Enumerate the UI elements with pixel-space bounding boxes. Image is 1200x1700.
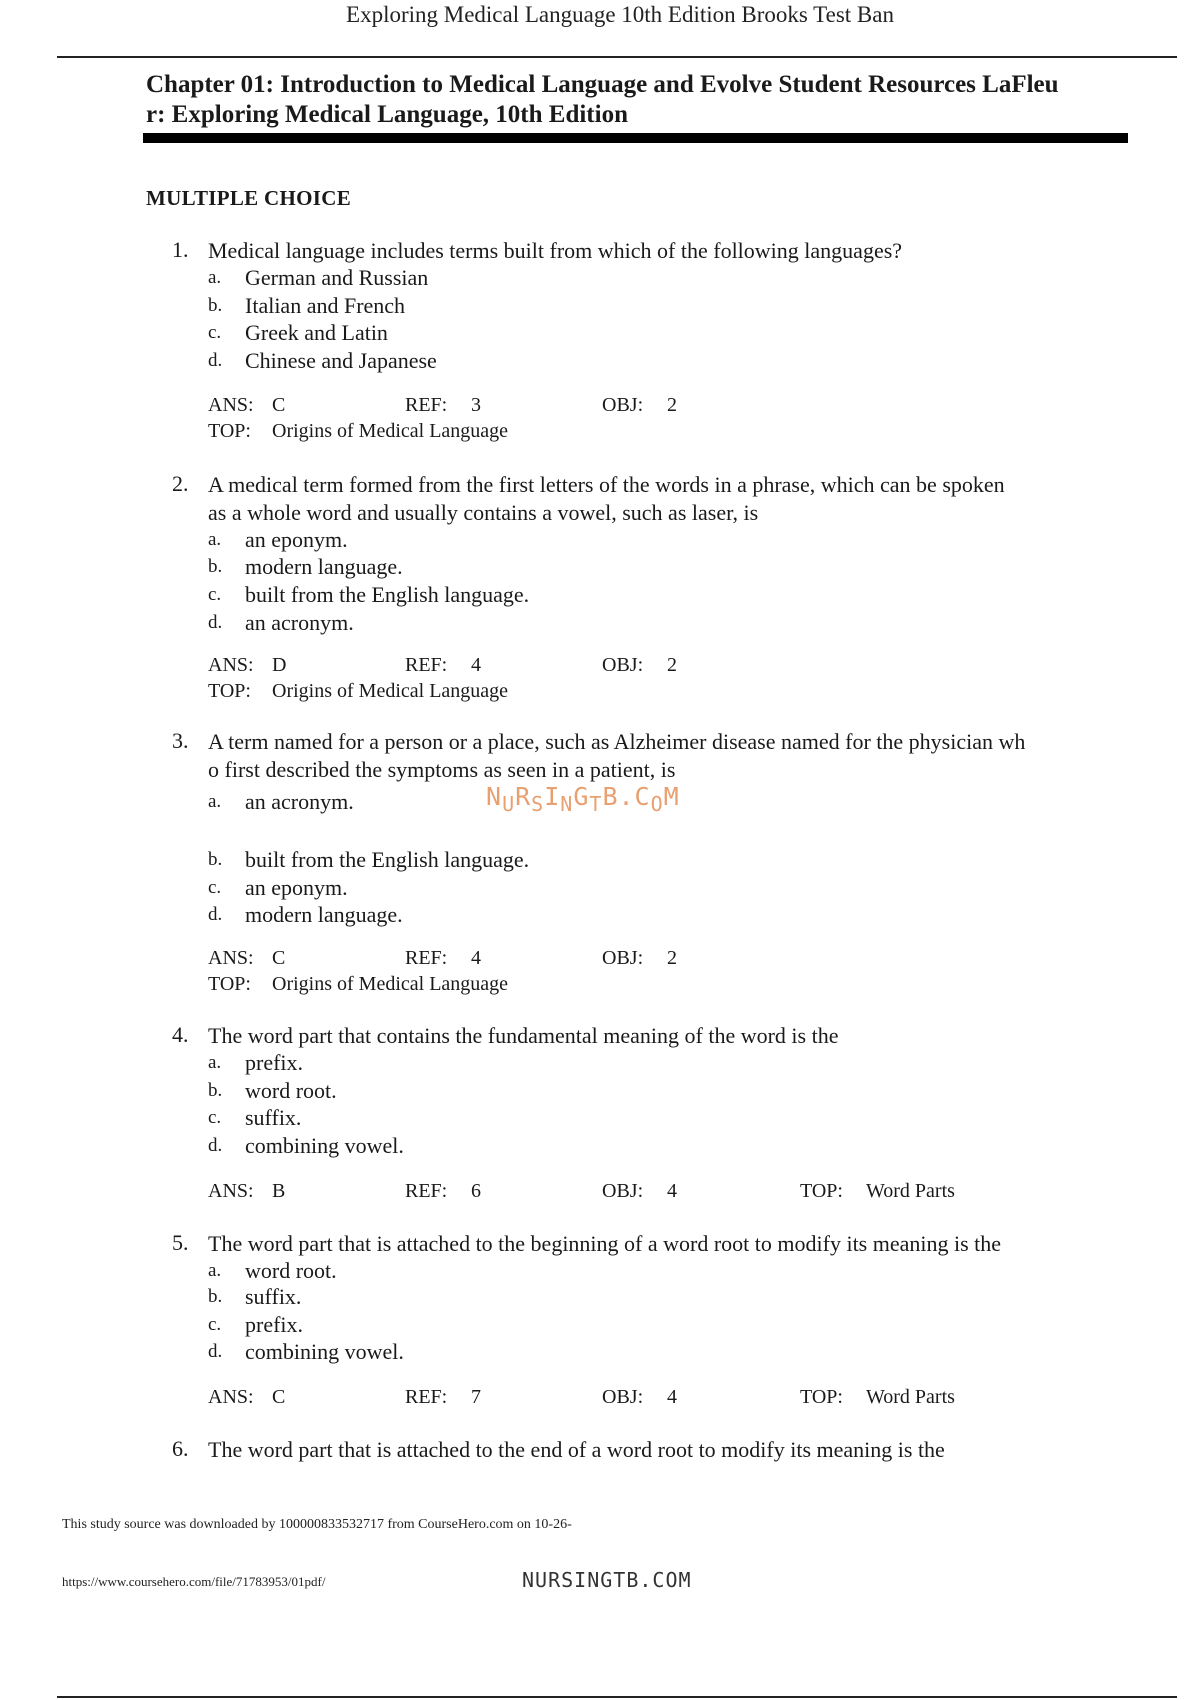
obj-label: OBJ: bbox=[602, 394, 644, 416]
option-text: built from the English language. bbox=[245, 582, 530, 607]
option-text: suffix. bbox=[245, 1284, 302, 1309]
option-letter: c. bbox=[208, 1107, 222, 1128]
option-letter: b. bbox=[208, 1080, 223, 1101]
ans-value: C bbox=[272, 394, 286, 416]
watermark-footer: NURSINGTB.COM bbox=[522, 1568, 692, 1592]
obj-label: OBJ: bbox=[602, 947, 644, 969]
option-letter: d. bbox=[208, 1135, 223, 1156]
question-text: The word part that contains the fundamental meaning of the word is the bbox=[208, 1023, 839, 1048]
ref-label: REF: bbox=[405, 654, 448, 676]
top-value: Origins of Medical Language bbox=[272, 420, 509, 442]
obj-value: 4 bbox=[667, 1386, 677, 1408]
question-number: 6. bbox=[172, 1436, 189, 1461]
option-text: combining vowel. bbox=[245, 1339, 404, 1364]
option-letter: a. bbox=[208, 791, 222, 812]
option-letter: d. bbox=[208, 904, 223, 925]
ans-value: C bbox=[272, 947, 286, 969]
option-letter: b. bbox=[208, 1286, 223, 1307]
top-label: TOP: bbox=[208, 420, 251, 442]
question-text: A medical term formed from the first letters of the words in a phrase, which can be spoken bbox=[208, 472, 1005, 497]
obj-value: 2 bbox=[667, 947, 677, 969]
option-text: suffix. bbox=[245, 1105, 302, 1130]
option-letter: d. bbox=[208, 612, 223, 633]
question-number: 4. bbox=[172, 1022, 189, 1047]
option-text: Chinese and Japanese bbox=[245, 348, 437, 373]
obj-label: OBJ: bbox=[602, 1180, 644, 1202]
top-label: TOP: bbox=[800, 1386, 843, 1408]
option-text: prefix. bbox=[245, 1050, 304, 1075]
option-letter: b. bbox=[208, 556, 223, 577]
top-label: TOP: bbox=[208, 973, 251, 995]
question-text-continued: as a whole word and usually contains a vowel, such as laser, is bbox=[208, 500, 759, 525]
ref-value: 4 bbox=[471, 654, 481, 676]
obj-label: OBJ: bbox=[602, 654, 644, 676]
option-text: modern language. bbox=[245, 554, 403, 579]
top-value: Origins of Medical Language bbox=[272, 680, 509, 702]
ans-label: ANS: bbox=[208, 1180, 254, 1202]
question-text: A term named for a person or a place, such as Alzheimer disease named for the physician wh bbox=[208, 729, 1026, 754]
top-value: Word Parts bbox=[866, 1386, 955, 1408]
option-letter: a. bbox=[208, 529, 222, 550]
obj-label: OBJ: bbox=[602, 1386, 644, 1408]
ans-label: ANS: bbox=[208, 654, 254, 676]
ans-label: ANS: bbox=[208, 394, 254, 416]
option-text: an acronym. bbox=[245, 610, 354, 635]
option-text: built from the English language. bbox=[245, 847, 530, 872]
option-text: an eponym. bbox=[245, 527, 348, 552]
chapter-title bbox=[146, 70, 1126, 130]
option-text: combining vowel. bbox=[245, 1133, 404, 1158]
obj-value: 4 bbox=[667, 1180, 677, 1202]
option-letter: d. bbox=[208, 1341, 223, 1362]
download-note: This study source was downloaded by 100000833532717 from CourseHero.com on 10-26- bbox=[62, 1517, 572, 1532]
option-letter: b. bbox=[208, 849, 223, 870]
chapter-title-line1: Chapter 01: Introduction to Medical Language and Evolve Student Resources LaFleu bbox=[146, 71, 1059, 98]
option-letter: a. bbox=[208, 267, 222, 288]
ans-label: ANS: bbox=[208, 947, 254, 969]
option-text: Italian and French bbox=[245, 293, 406, 318]
ref-label: REF: bbox=[405, 1180, 448, 1202]
ref-label: REF: bbox=[405, 1386, 448, 1408]
section-heading: MULTIPLE CHOICE bbox=[146, 186, 352, 210]
option-letter: c. bbox=[208, 322, 222, 343]
obj-value: 2 bbox=[667, 394, 677, 416]
ans-value: C bbox=[272, 1386, 286, 1408]
top-divider bbox=[57, 56, 1177, 58]
running-title: Exploring Medical Language 10th Edition Brooks Test Ban bbox=[346, 2, 894, 27]
watermark-inline: $N_UR_SI_NG_TB.C_OM$ bbox=[486, 782, 680, 816]
ans-value: B bbox=[272, 1180, 286, 1202]
ref-value: 4 bbox=[471, 947, 481, 969]
question-number: 5. bbox=[172, 1230, 189, 1255]
question-text: The word part that is attached to the beginning of a word root to modify its meaning is the bbox=[208, 1231, 1002, 1256]
ref-value: 3 bbox=[471, 394, 481, 416]
option-text: German and Russian bbox=[245, 265, 429, 290]
source-url[interactable]: https://www.coursehero.com/file/71783953/01pdf/ bbox=[62, 1574, 326, 1589]
ref-label: REF: bbox=[405, 394, 448, 416]
top-value: Origins of Medical Language bbox=[272, 973, 509, 995]
option-letter: a. bbox=[208, 1260, 222, 1281]
ref-value: 7 bbox=[471, 1386, 481, 1408]
option-letter: b. bbox=[208, 295, 223, 316]
top-label: TOP: bbox=[208, 680, 251, 702]
question-text: The word part that is attached to the end of a word root to modify its meaning is the bbox=[208, 1437, 945, 1462]
bottom-divider bbox=[57, 1696, 1177, 1698]
option-text: prefix. bbox=[245, 1312, 304, 1337]
ans-value: D bbox=[272, 654, 287, 676]
question-text: Medical language includes terms built from which of the following languages? bbox=[208, 238, 903, 263]
option-text: word root. bbox=[245, 1078, 337, 1103]
option-text: an eponym. bbox=[245, 875, 348, 900]
question-number: 1. bbox=[172, 237, 189, 262]
option-letter: c. bbox=[208, 877, 222, 898]
option-letter: a. bbox=[208, 1052, 222, 1073]
chapter-title-line2: r: Exploring Medical Language, 10th Edition bbox=[146, 101, 628, 128]
question-text-continued: o first described the symptoms as seen in a patient, is bbox=[208, 757, 676, 782]
top-value: Word Parts bbox=[866, 1180, 955, 1202]
ref-label: REF: bbox=[405, 947, 448, 969]
option-letter: c. bbox=[208, 1314, 222, 1335]
option-text: an acronym. bbox=[245, 789, 354, 814]
ref-value: 6 bbox=[471, 1180, 481, 1202]
option-letter: d. bbox=[208, 350, 223, 371]
ans-label: ANS: bbox=[208, 1386, 254, 1408]
option-text: word root. bbox=[245, 1258, 337, 1283]
option-text: modern language. bbox=[245, 902, 403, 927]
option-letter: c. bbox=[208, 584, 222, 605]
question-number: 2. bbox=[172, 471, 189, 496]
obj-value: 2 bbox=[667, 654, 677, 676]
chapter-title-rule bbox=[143, 133, 1128, 143]
option-text: Greek and Latin bbox=[245, 320, 388, 345]
top-label: TOP: bbox=[800, 1180, 843, 1202]
question-number: 3. bbox=[172, 728, 189, 753]
